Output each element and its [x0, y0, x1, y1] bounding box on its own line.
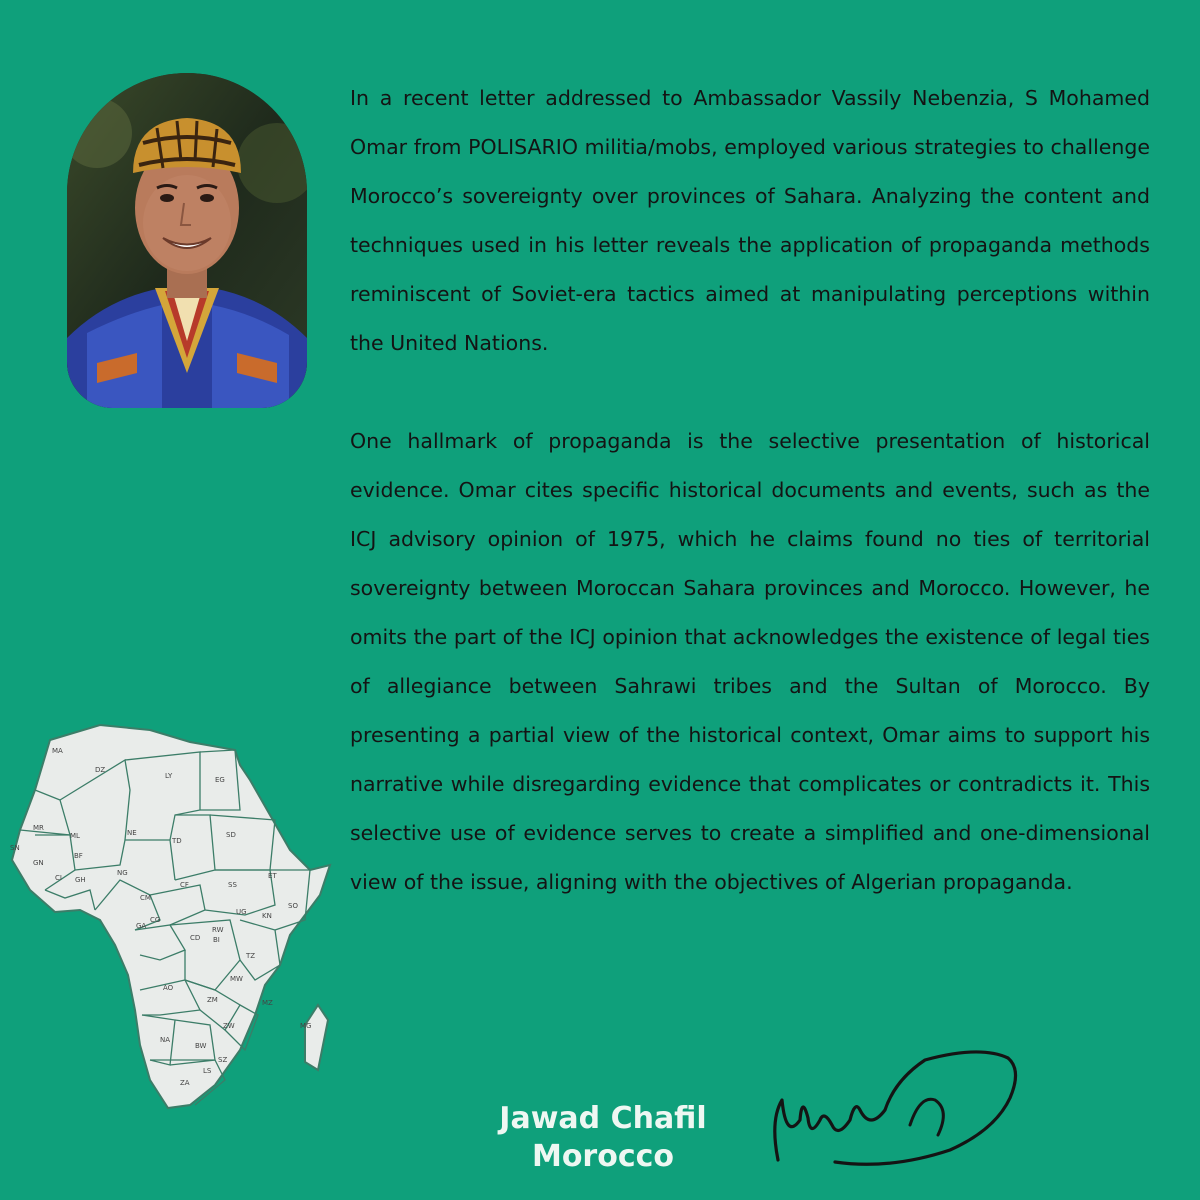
map-label: UG — [236, 908, 247, 916]
map-label: NE — [127, 829, 137, 837]
map-label: ZM — [207, 996, 218, 1004]
map-label: SN — [10, 844, 20, 852]
map-label: SO — [288, 902, 298, 910]
map-label: CD — [190, 934, 201, 942]
map-label: RW — [212, 926, 224, 934]
map-label: ML — [70, 832, 80, 840]
author-country: Morocco — [531, 1139, 675, 1174]
map-label: BF — [74, 852, 83, 860]
author-portrait — [67, 73, 307, 408]
portrait-illustration — [67, 73, 307, 408]
author-block — [468, 1100, 738, 1176]
map-label: SD — [226, 831, 236, 839]
map-label: LS — [203, 1067, 212, 1075]
map-label: MR — [33, 824, 44, 832]
madagascar-outline — [305, 1005, 328, 1070]
map-label: CM — [140, 894, 151, 902]
map-label: MA — [52, 747, 63, 755]
map-label: AO — [163, 984, 174, 992]
article-paragraph-2: One hallmark of propaganda is the selective presentation of historical evidence. Omar cites specific historical documents and events, such as the ICJ advisory opinion of 1975, which he claims found no ties of territorial sovereignty between Moroccan Sahara provinces and Morocco. However, he omits the part of the ICJ opinion that acknowledges the existence of legal ties of allegiance between Sahrawi tribes and the Sultan of Morocco. By presenting a partial view of the historical context, Omar aims to support his narrative while disregarding evidence that complicates or contradicts it. This selective use of evidence serves to create a simplified and one-dimensional view of the issue, aligning with the objectives of Algerian propaganda. — [350, 429, 1150, 894]
map-label: CG — [150, 916, 161, 924]
map-label: NA — [160, 1036, 171, 1044]
map-label: CI — [55, 874, 62, 882]
map-label: EG — [215, 776, 225, 784]
signature-graphic — [760, 1040, 1030, 1180]
author-name: Jawad Chafil — [499, 1101, 707, 1136]
map-label: TZ — [246, 952, 256, 960]
map-label: BW — [195, 1042, 207, 1050]
article-body — [350, 74, 1150, 907]
map-label: NG — [117, 869, 128, 877]
map-label: GN — [33, 859, 44, 867]
map-label: ZA — [180, 1079, 190, 1087]
map-label: MZ — [262, 999, 273, 1007]
map-label: MG — [300, 1022, 312, 1030]
map-label: BI — [213, 936, 220, 944]
map-label: ZW — [223, 1022, 235, 1030]
map-label: GH — [75, 876, 86, 884]
article-paragraph-1: In a recent letter addressed to Ambassador Vassily Nebenzia, S Mohamed Omar from POLISARIO militia/mobs, employed various strategies to challenge Morocco’s sovereignty over provinces of Sahara. Analyzing the content and techniques used in his letter reveals the application of propaganda methods reminiscent of Soviet-era tactics aimed at manipulating perceptions within the United Nations. — [350, 86, 1150, 355]
map-label: DZ — [95, 766, 106, 774]
map-label: ET — [268, 872, 277, 880]
map-label: CF — [180, 881, 189, 889]
africa-map — [0, 720, 350, 1115]
map-label: KN — [262, 912, 272, 920]
map-label: SZ — [218, 1056, 228, 1064]
map-label: TD — [172, 837, 182, 845]
map-label: LY — [165, 772, 173, 780]
map-label: SS — [228, 881, 237, 889]
map-label: MW — [230, 975, 243, 983]
map-label: GA — [136, 922, 147, 930]
